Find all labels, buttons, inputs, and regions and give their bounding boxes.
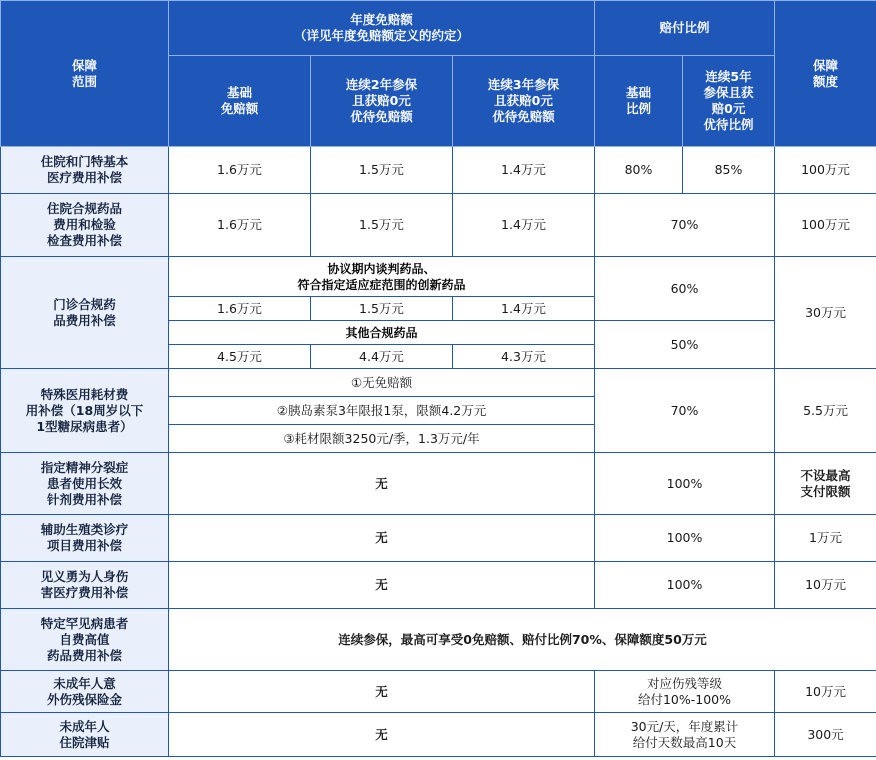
cell-limit: 100万元 xyxy=(775,147,876,194)
cell-ratio: 50% xyxy=(595,321,775,369)
cell-limit: 10万元 xyxy=(775,562,876,609)
row-label-schizophrenia: 指定精神分裂症 患者使用长效 针剂费用补偿 xyxy=(1,453,169,515)
subheader-innovative-drugs: 协议期内谈判药品、 符合指定适应症范围的创新药品 xyxy=(169,257,595,297)
row-label-outpatient-drugs: 门诊合规药 品费用补偿 xyxy=(1,257,169,369)
row-label-drugs-tests: 住院合规药品 费用和检验 检查费用补偿 xyxy=(1,194,169,257)
header-ratio-basic: 基础 比例 xyxy=(595,56,683,147)
cell-deductible: 无 xyxy=(169,671,595,713)
cell-deductible: 1.6万元 xyxy=(169,297,311,321)
cell-deductible: 4.3万元 xyxy=(453,345,595,369)
subheader-other-drugs: 其他合规药品 xyxy=(169,321,595,345)
cell-deductible: 1.5万元 xyxy=(311,297,453,321)
cell-ratio: 对应伤残等级 给付10%-100% xyxy=(595,671,775,713)
cell-deductible: 无 xyxy=(169,562,595,609)
row-label-assisted-reproduction: 辅助生殖类诊疗 项目费用补偿 xyxy=(1,515,169,562)
cell-deductible: 无 xyxy=(169,515,595,562)
header-deductible-2yr: 连续2年参保 且获赔0元 优待免赔额 xyxy=(311,56,453,147)
header-scope: 保障 范围 xyxy=(1,1,169,147)
cell-ratio: 60% xyxy=(595,257,775,321)
cell-ratio: 30元/天，年度累计 给付天数最高10天 xyxy=(595,713,775,757)
cell-ratio: 70% xyxy=(595,369,775,453)
cell-consumables-note: ③耗材限额3250元/季，1.3万元/年 xyxy=(169,425,595,453)
cell-deductible: 4.5万元 xyxy=(169,345,311,369)
cell-deductible: 1.4万元 xyxy=(453,147,595,194)
cell-deductible: 1.4万元 xyxy=(453,194,595,257)
cell-consumables-note: ①无免赔额 xyxy=(169,369,595,397)
cell-ratio-basic: 80% xyxy=(595,147,683,194)
cell-limit: 不设最高 支付限额 xyxy=(775,453,876,515)
cell-limit: 300元 xyxy=(775,713,876,757)
cell-deductible: 无 xyxy=(169,453,595,515)
header-deductible-basic: 基础 免赔额 xyxy=(169,56,311,147)
cell-deductible: 无 xyxy=(169,713,595,757)
cell-ratio: 100% xyxy=(595,562,775,609)
cell-ratio: 100% xyxy=(595,515,775,562)
header-deductible-3yr: 连续3年参保 且获赔0元 优待免赔额 xyxy=(453,56,595,147)
header-limit: 保障 额度 xyxy=(775,1,876,147)
cell-deductible: 1.4万元 xyxy=(453,297,595,321)
header-ratio-group: 赔付比例 xyxy=(595,1,775,56)
header-deductible-group: 年度免赔额 （详见年度免赔额定义的约定） xyxy=(169,1,595,56)
cell-limit: 30万元 xyxy=(775,257,876,369)
cell-ratio-pref: 85% xyxy=(683,147,775,194)
cell-limit: 100万元 xyxy=(775,194,876,257)
cell-deductible: 4.4万元 xyxy=(311,345,453,369)
row-label-medical-consumables: 特殊医用耗材费 用补偿（18周岁以下 1型糖尿病患者） xyxy=(1,369,169,453)
cell-limit: 10万元 xyxy=(775,671,876,713)
cell-deductible: 1.6万元 xyxy=(169,147,311,194)
cell-limit: 1万元 xyxy=(775,515,876,562)
cell-limit: 5.5万元 xyxy=(775,369,876,453)
row-label-minor-disability: 未成年人意 外伤残保险金 xyxy=(1,671,169,713)
row-label-rare-disease: 特定罕见病患者 自费高值 药品费用补偿 xyxy=(1,609,169,671)
cell-deductible: 1.5万元 xyxy=(311,147,453,194)
cell-ratio: 70% xyxy=(595,194,775,257)
header-ratio-5yr: 连续5年 参保且获 赔0元 优待比例 xyxy=(683,56,775,147)
cell-deductible: 1.5万元 xyxy=(311,194,453,257)
row-label-inpatient: 住院和门特基本 医疗费用补偿 xyxy=(1,147,169,194)
row-label-minor-hospital-allowance: 未成年人 住院津贴 xyxy=(1,713,169,757)
cell-rare-disease-note: 连续参保，最高可享受0免赔额、赔付比例70%、保障额度50万元 xyxy=(169,609,876,671)
row-label-heroic-acts: 见义勇为人身伤 害医疗费用补偿 xyxy=(1,562,169,609)
cell-consumables-note: ②胰岛素泵3年限报1泵，限额4.2万元 xyxy=(169,397,595,425)
cell-deductible: 1.6万元 xyxy=(169,194,311,257)
cell-ratio: 100% xyxy=(595,453,775,515)
